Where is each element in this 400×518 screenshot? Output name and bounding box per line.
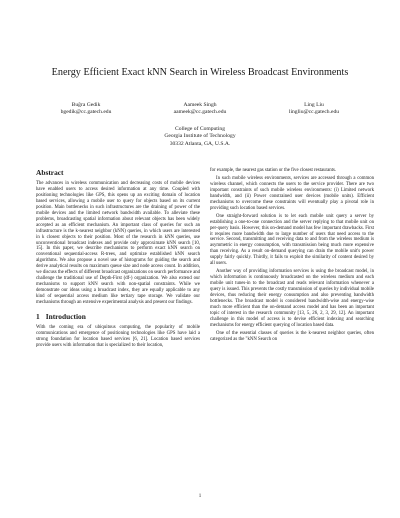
author-block — [30, 102, 142, 117]
body-paragraph: One of the essential classes of queries is the k-nearest neighbor queries, often categorized as the "kNN Search on — [210, 330, 374, 342]
abstract-heading: Abstract — [36, 168, 64, 177]
body-paragraph: In such mobile wireless environments, services are accessed through a common wireless channel, which connects the users to the service provider. There are two important constraints of such mobile wireless environments: (i) Limited network bandwidth, and (ii) Power constrained user devices (mobile units). Efficient mechanisms to overcome these constraints will eventually play a pivotal role in providing such location based services. — [210, 175, 374, 211]
intro-paragraph: With the coming era of ubiquitous computing, the popularity of mobile communications and emergence of positioning technologies like GPS have laid a strong foundation for location based services [6, 21]. Location based services provide users with information that is specialized to their location, — [36, 325, 200, 348]
author-email: lingliu@cc.gatech.edu — [288, 109, 340, 116]
section-title: Introduction — [45, 312, 86, 322]
affiliation-line: Georgia Institute of Technology — [164, 133, 236, 140]
author-name: Ling Liu — [304, 102, 324, 108]
affiliation — [100, 126, 300, 148]
left-column — [36, 168, 200, 351]
right-column — [210, 168, 374, 345]
author-block — [258, 102, 370, 117]
body-paragraph: One straight-forward solution is to let each mobile unit query a server by establishing a one-to-one connection and the server replying to that mobile unit on per-query basis. However, this on-demand model has few important drawbacks. First it requires more bandwidth due to large number of users that need access to the service. Second, transmitting and receiving data to and from the wireless medium is asymmetric in energy consumption, with transmission being much more expensive than receiving. As a result on-demand querying can drain the mobile unit's power supply fairly quickly. Thirdly, it fails to exploit the similarity of content desired by all users. — [210, 213, 374, 267]
page-number: 1 — [198, 494, 202, 499]
section-number: 1 — [36, 312, 40, 322]
author-list — [30, 102, 370, 117]
paper-title: Energy Efficient Exact kNN Search in Wireless Broadcast Environments — [51, 67, 349, 78]
body-paragraph: for example, the nearest gas station or the five closest restaurants. — [210, 168, 337, 173]
author-name: Aameek Singh — [183, 102, 217, 108]
author-email: bgedik@cc.gatech.edu — [60, 109, 112, 116]
affiliation-line: College of Computing — [174, 126, 226, 132]
author-block — [144, 102, 256, 117]
author-name: Buğra Gedik — [71, 102, 101, 108]
intro-heading — [36, 312, 200, 321]
abstract-text: The advances in wireless communication and decreasing costs of mobile devices have enabled users to access desired information at any time. Coupled with positioning technologies like GPS, this opens up an exciting domain of location based services, allowing a mobile user to query for objects based on its current position. Main bottlenecks in such infrastructures are the draining of power of the mobile devices and the limited network bandwidth available. To alleviate these problems, broadcasting spatial information about relevant objects has been widely accepted as an efficient mechanism. An important class of queries for such an infrastructure is the k-nearest neighbor (kNN) queries, in which users are interested in k closest objects to their position. Most of the research in kNN queries, use unconventional broadcast indexes and provide only approximate kNN search [10, 15]. In this paper, we describe mechanisms to perform exact kNN search on conventional sequential-access R-trees, and optimize established kNN search algorithms. We also propose a novel use of histograms for guiding the search and derive analytical results on maximum queue size and node access count. In addition, we discuss the effects of different broadcast organizations on search performance and challenge the traditional use of Depth-First (df-) organization. We also extend our mechanisms to support kNN search with non-spatial constraints. While we demonstrate our ideas using a broadcast index, they are equally applicable to any kind of sequential access medium like tertiary tape storage. We validate our mechanisms through an extensive experimental analysis and present our findings. — [36, 181, 200, 306]
affiliation-line: 30332 Atlanta, GA, U.S.A. — [169, 140, 231, 147]
body-paragraph: Another way of providing information services is using the broadcast model, in which information is continuously broadcasted on the wireless medium and each mobile unit tunes-in to the broadcast and reads relevant information whenever a query is issued. This prevents the costly transmission of queries by individual mobile devices, thus reducing their energy consumption and also preventing bandwidth bottlenecks. The broadcast model is considered bandwidth-wise and energy-wise much more efficient than the on-demand access model and has been an important topic of interest in the research community [13, 5, 26, 2, 3, 29, 12]. An important challenge in this model of access is to devise efficient indexing and searching mechanisms for energy efficient querying of location based data. — [210, 269, 374, 328]
author-email: aameek@cc.gatech.edu — [173, 109, 227, 116]
